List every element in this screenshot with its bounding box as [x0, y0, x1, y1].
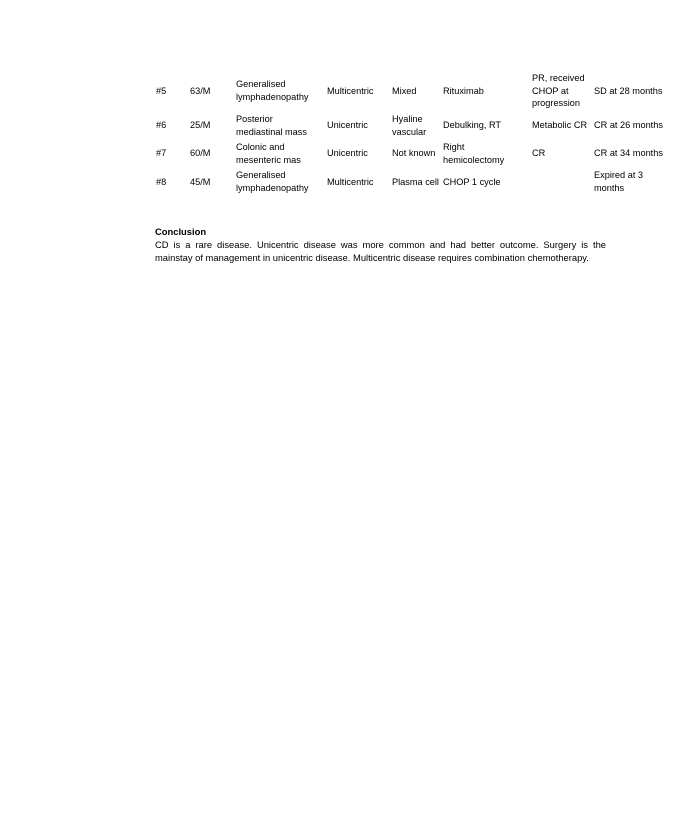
histology	[392, 167, 443, 197]
site-line: mediastinal mass	[236, 126, 307, 137]
outcome	[594, 140, 674, 167]
conclusion-section	[155, 226, 606, 264]
site-line: Colonic and	[236, 141, 285, 152]
response-line: CR	[532, 148, 546, 159]
treatment-line: hemicolectomy	[443, 154, 505, 165]
treatment-line: CHOP 1 cycle	[443, 176, 501, 187]
case-id: #6	[156, 120, 167, 131]
site-line: lymphadenopathy	[236, 92, 309, 102]
treatment-line: Rituximab	[443, 85, 484, 96]
outcome-line: CR at 26 months	[594, 120, 663, 131]
table-row	[153, 140, 674, 167]
disease-type: Multicentric	[327, 85, 374, 96]
outcome	[594, 167, 674, 197]
disease-type: Unicentric	[327, 148, 368, 159]
treatment	[443, 71, 532, 111]
histology	[392, 71, 443, 111]
site-line: Generalised	[236, 79, 286, 90]
response-line: progression	[532, 98, 581, 109]
case-id: #7	[156, 148, 167, 159]
response-line: Metabolic CR	[532, 120, 588, 131]
age-sex: 45/M	[190, 176, 211, 187]
age-sex: 60/M	[190, 148, 211, 159]
age-sex: 25/M	[190, 120, 211, 131]
treatment-line: Debulking, RT	[443, 120, 502, 131]
conclusion-heading: Conclusion	[155, 226, 207, 237]
response	[532, 140, 594, 167]
site-line: lymphadenopathy	[236, 183, 309, 193]
histology-line: Mixed	[392, 85, 417, 96]
table-row	[153, 71, 674, 111]
response-line: PR, received	[532, 73, 585, 84]
outcome	[594, 71, 674, 111]
response	[532, 71, 594, 111]
treatment-line: Right	[443, 141, 465, 152]
outcome-line: CR at 34 months	[594, 148, 663, 159]
site-line: mesenteric mas	[236, 154, 301, 165]
histology-line: Not known	[392, 148, 436, 159]
histology-line: Plasma cell	[392, 176, 439, 187]
histology-line: vascular	[392, 126, 427, 137]
site-line: Generalised	[236, 170, 286, 181]
disease-type: Unicentric	[327, 120, 368, 131]
site	[236, 140, 327, 167]
response	[532, 111, 594, 140]
table-row	[153, 167, 674, 197]
disease-type: Multicentric	[327, 176, 374, 187]
histology	[392, 140, 443, 167]
response-line: CHOP at	[532, 85, 569, 96]
site	[236, 111, 327, 140]
site	[236, 167, 327, 197]
histology	[392, 111, 443, 140]
conclusion-text: CD is a rare disease. Unicentric disease was more common and had better outcome. Surgery is the mainstay of management in unicentric disease. Multicentric disease requires combination chemotherapy.	[155, 239, 606, 263]
case-id: #5	[156, 85, 167, 96]
site	[236, 71, 327, 111]
treatment	[443, 111, 532, 140]
case-table	[153, 71, 674, 197]
outcome	[594, 111, 674, 140]
treatment	[443, 167, 532, 197]
age-sex: 63/M	[190, 85, 211, 96]
response	[532, 167, 594, 197]
histology-line: Hyaline	[392, 113, 423, 124]
outcome-line: months	[594, 183, 625, 193]
table-row	[153, 111, 674, 140]
treatment	[443, 140, 532, 167]
case-id: #8	[156, 176, 167, 187]
outcome-line: Expired at 3	[594, 170, 644, 181]
outcome-line: SD at 28 months	[594, 85, 663, 96]
site-line: Posterior	[236, 113, 273, 124]
